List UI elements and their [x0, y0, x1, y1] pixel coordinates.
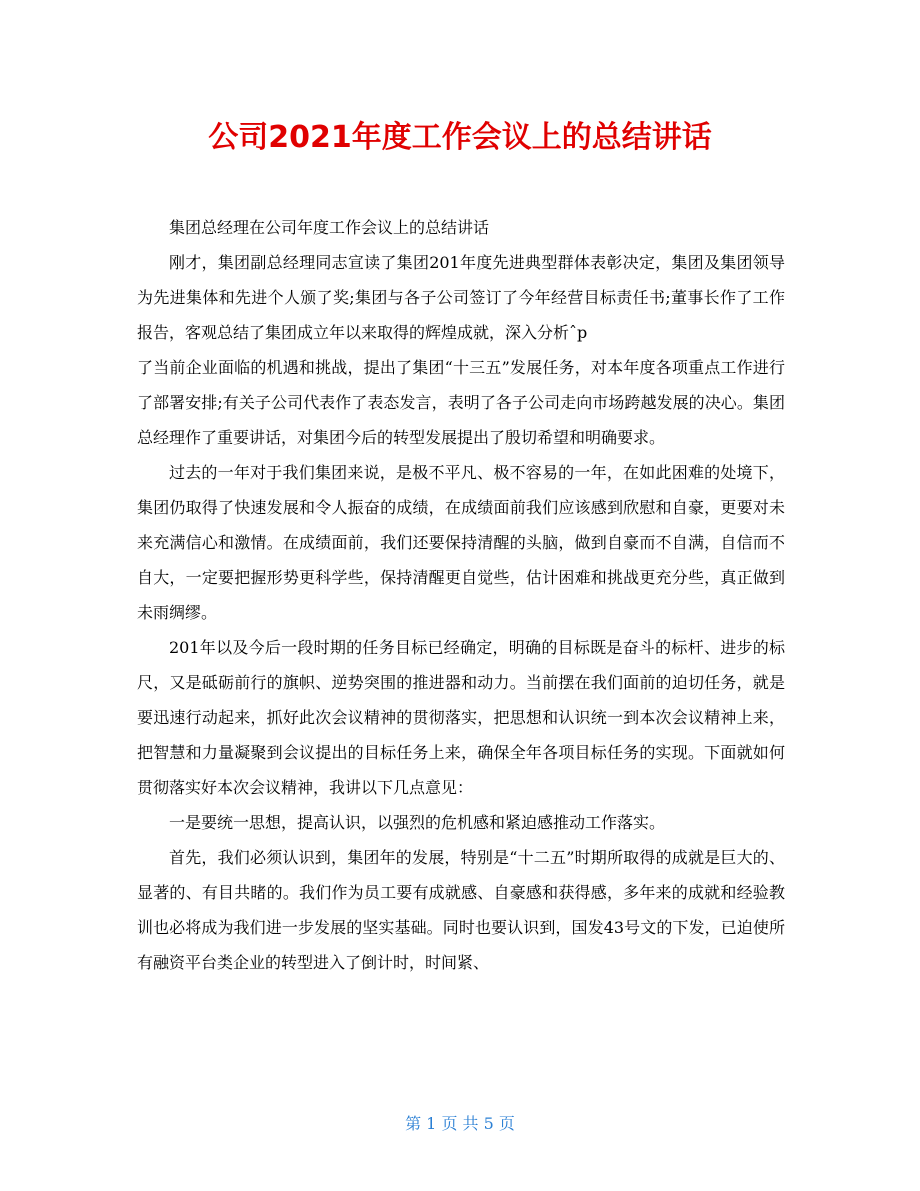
- paragraph-2: 过去的一年对于我们集团来说，是极不平凡、极不容易的一年，在如此困难的处境下，集团仍取得了快速发展和令人振奋的成绩，在成绩面前我们应该感到欣慰和自豪，更要对未来充满信心和激情。在成绩面前，我们还要保持清醒的头脑，做到自豪而不自满，自信而不自大，一定要把握形势更科学些，保持清醒更自觉些，估计困难和挑战更充分些，真正做到未雨绸缪。: [137, 463, 785, 622]
- paragraph-4: 一是要统一思想，提高认识，以强烈的危机感和紧迫感推动工作落实。: [169, 813, 666, 832]
- paragraph-subtitle: 集团总经理在公司年度工作会议上的总结讲话: [169, 218, 490, 237]
- document-title: 公司2021年度工作会议上的总结讲话: [208, 120, 712, 155]
- paragraph-5: 首先，我们必须认识到，集团年的发展，特别是“十二五”时期所取得的成就是巨大的、显著的、有目共睹的。我们作为员工要有成就感、自豪感和获得感，多年来的成就和经验教训也必将成为我们进一步发展的坚实基础。同时也要认识到，国发43号文的下发，已迫使所有融资平台类企业的转型进入了倒计时，时间紧、: [137, 848, 785, 972]
- paragraph-3: 201年以及今后一段时期的任务目标已经确定，明确的目标既是奋斗的标杆、进步的标尺，又是砥砺前行的旗帜、逆势突围的推进器和动力。当前摆在我们面前的迫切任务，就是要迅速行动起来，抓好此次会议精神的贯彻落实，把思想和认识统一到本次会议精神上来，把智慧和力量凝聚到会议提出的目标任务上来，确保全年各项目标任务的实现。下面就如何贯彻落实好本次会议精神，我讲以下几点意见：: [137, 638, 785, 797]
- paragraph-1: 刚才，集团副总经理同志宣读了集团201年度先进典型群体表彰决定，集团及集团领导为先进集体和先进个人颁了奖;集团与各子公司签订了今年经营目标责任书;董事长作了工作报告，客观总结了集团成立年以来取得的辉煌成就，深入分析ˆp: [137, 253, 785, 342]
- paragraph-1-continued: 了当前企业面临的机遇和挑战，提出了集团“十三五”发展任务，对本年度各项重点工作进行了部署安排;有关子公司代表作了表态发言，表明了各子公司走向市场跨越发展的决心。集团总经理作了重要讲话，对集团今后的转型发展提出了殷切希望和明确要求。: [137, 358, 785, 447]
- page-footer: 第 1 页 共 5 页: [405, 1114, 515, 1133]
- document-body: [137, 210, 785, 980]
